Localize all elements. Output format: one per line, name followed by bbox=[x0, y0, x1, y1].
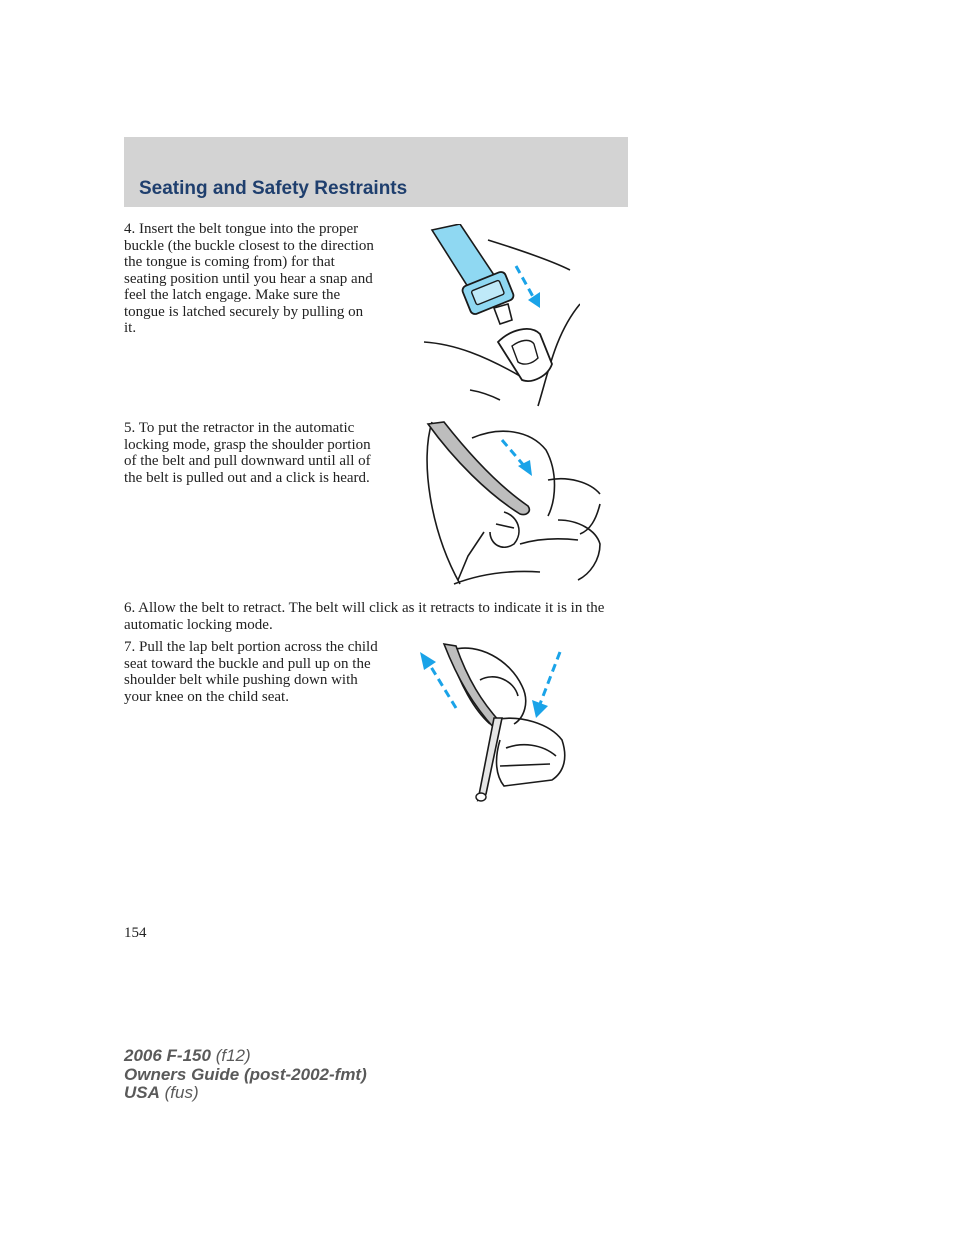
retractor-belt-pull-illustration bbox=[410, 420, 604, 586]
document-footer bbox=[124, 1047, 367, 1103]
step-7-text: 7. Pull the lap belt portion across the child seat toward the buckle and pull up on the shoulder belt while pushing down with your knee on the child seat. bbox=[124, 639, 378, 705]
page-number: 154 bbox=[124, 925, 147, 941]
step-6-text: 6. Allow the belt to retract. The belt will click as it retracts to indicate it is in the automatic locking mode. bbox=[124, 600, 605, 633]
footer-region-line bbox=[124, 1084, 367, 1103]
step-5-text: 5. To put the retractor in the automatic locking mode, grasp the shoulder portion of the belt and pull downward until all of the belt is pulled out and a click is heard. bbox=[124, 420, 371, 486]
step-4-text: 4. Insert the belt tongue into the proper buckle (the buckle closest to the direction the tongue is coming from) for that seating position until you hear a snap and feel the latch engage. Make sure the tongue is latched securely by pulling on it. bbox=[124, 221, 374, 336]
footer-guide: Owners Guide (post-2002-fmt) bbox=[124, 1064, 367, 1084]
footer-model-code: (f12) bbox=[215, 1046, 251, 1065]
child-seat-lap-belt-illustration bbox=[410, 640, 570, 808]
footer-model: 2006 F-150 bbox=[124, 1046, 211, 1065]
footer-region: USA bbox=[124, 1083, 160, 1102]
section-title: Seating and Safety Restraints bbox=[139, 178, 408, 199]
footer-region-code: (fus) bbox=[164, 1083, 199, 1102]
section-header-band bbox=[124, 137, 628, 207]
seatbelt-buckle-insertion-illustration bbox=[420, 224, 580, 408]
footer-model-line bbox=[124, 1047, 367, 1066]
